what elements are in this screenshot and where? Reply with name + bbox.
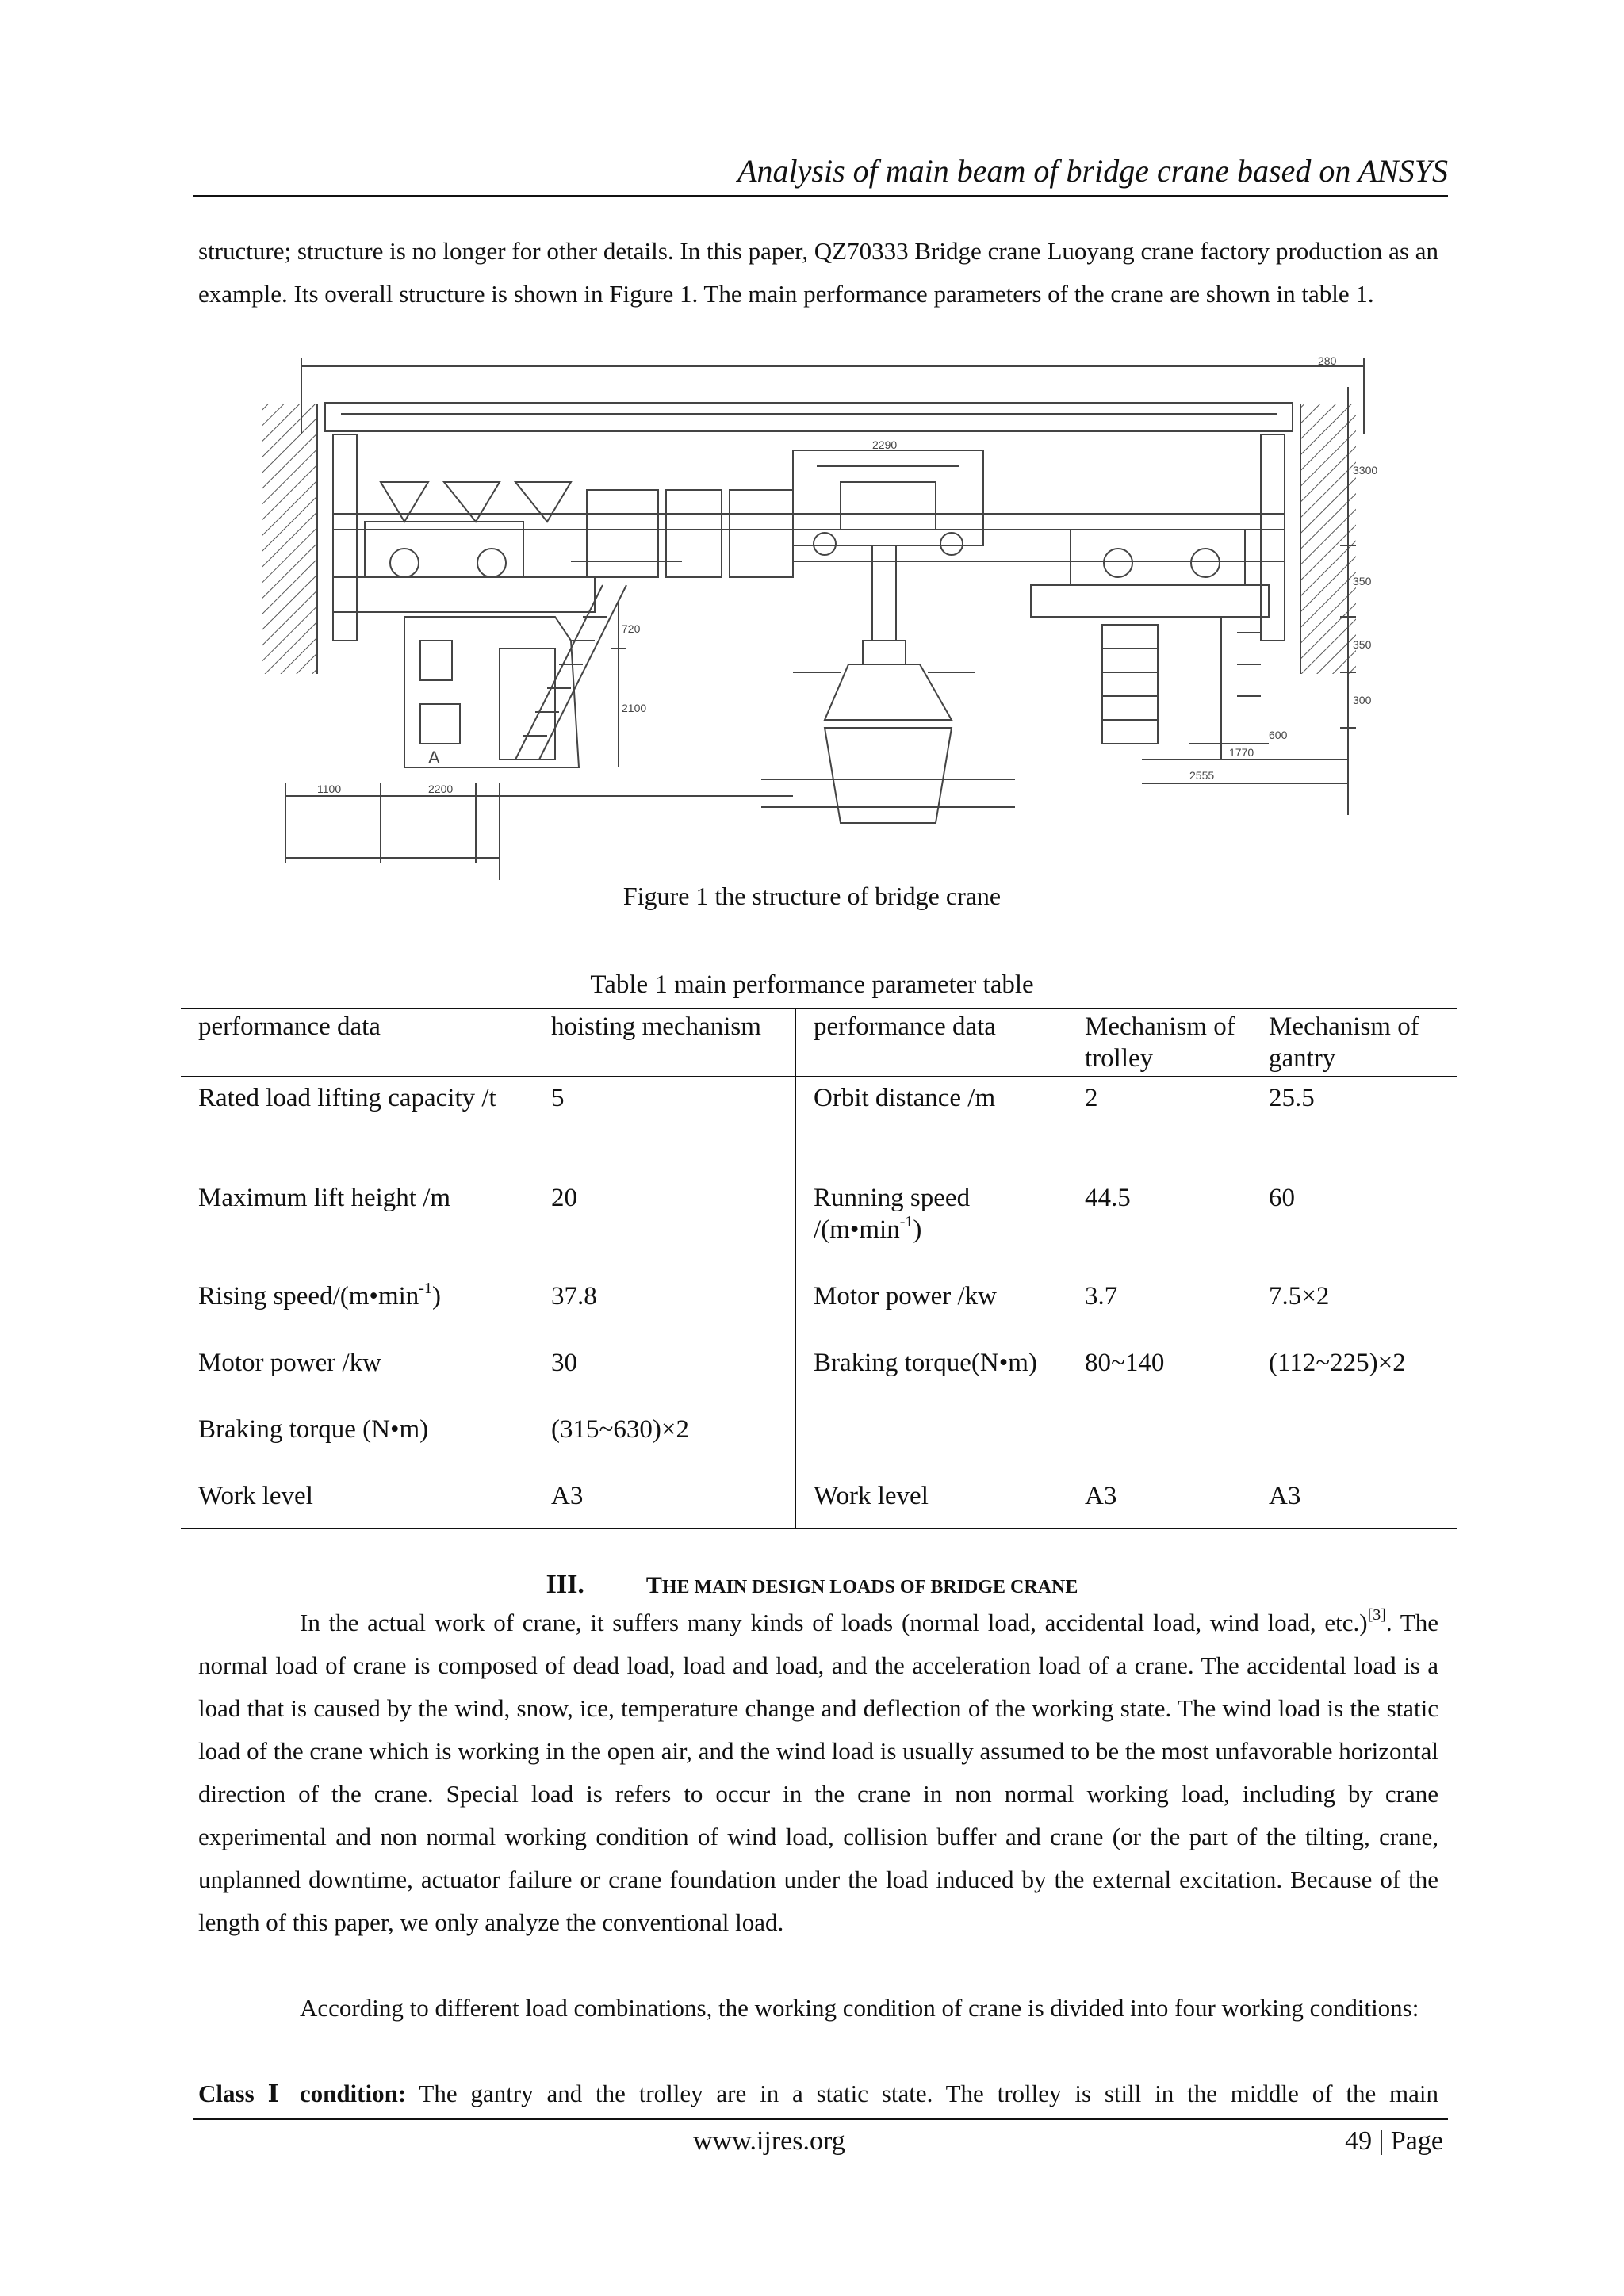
header-cell: Mechanism of trolley (1067, 1008, 1251, 1077)
table-caption: Table 1 main performance parameter table (590, 970, 1034, 999)
citation: [3] (1367, 1606, 1386, 1624)
table-cell: 80~140 (1085, 1349, 1165, 1377)
section-number: III. (546, 1570, 584, 1599)
cab-label: A (428, 748, 440, 767)
table-cell: 60 (1269, 1184, 1295, 1212)
dim-300: 300 (1353, 694, 1372, 706)
body-paragraph-3 (198, 2072, 1438, 2115)
para-text: The gantry and the trolley are in a static state. The trolley is still in the middle of the main (406, 2080, 1438, 2107)
section-title: HE MAIN DESIGN LOADS OF BRIDGE CRANE (661, 1577, 1078, 1598)
header-cell: Mechanism of gantry (1251, 1008, 1457, 1077)
table-cell: Braking torque(N•m) (795, 1342, 1067, 1475)
crane-figure (238, 355, 1411, 880)
header-cell: performance data (795, 1008, 1067, 1077)
dim-2290: 2290 (872, 438, 898, 451)
table-cell: Work level (795, 1475, 1067, 1529)
table-cell: 25.5 (1269, 1084, 1315, 1112)
table-cell: (315~630)×2 (551, 1415, 689, 1444)
table-cell: 20 (551, 1184, 577, 1212)
table-cell: Motor power /kw (198, 1349, 381, 1377)
cell-text: ) (913, 1215, 922, 1244)
para-text: . The normal load of crane is composed of dead load, load and load, and the acceleration load of a crane. The accidental load is a load that is caused by the wind, snow, ice, temperature change and deflection of the working state. The wind load is the static load of the crane which is working in the open air, and the wind load is usually assumed to be the most unfavorable horizontal direction of the crane. Special load is refers to occur in the crane in non normal working load, including by crane experimental and non normal working condition of wind load, collision buffer and crane (or the part of the tilting, crane, unplanned downtime, actuator failure or crane foundation under the load induced by the external excitation. Because of the length of this paper, we only analyze the conventional load. (198, 1609, 1438, 1936)
table-cell: Braking torque (N•m) (198, 1415, 429, 1444)
table-cell (795, 1177, 1067, 1276)
table-cell: 37.8 (551, 1282, 597, 1311)
table-cell: Work level (181, 1475, 534, 1529)
table-row (181, 1077, 1457, 1177)
table-header-row (181, 1008, 1457, 1077)
superscript: -1 (899, 1213, 914, 1230)
table-cell: (112~225)×2 (1269, 1349, 1406, 1377)
table-cell: 7.5×2 (1269, 1282, 1330, 1311)
table-cell: A3 (1067, 1475, 1251, 1529)
table-cell: A3 (534, 1475, 795, 1529)
table-cell: Maximum lift height /m (198, 1184, 451, 1212)
table-row (181, 1177, 1457, 1276)
table-cell: Rated load lifting capacity /t (198, 1084, 496, 1112)
table-row (181, 1276, 1457, 1342)
dim-2555: 2555 (1189, 769, 1215, 782)
para-text: In the actual work of crane, it suffers many kinds of loads (normal load, accidental load, wind load, etc.) (300, 1609, 1368, 1636)
table-row (181, 1342, 1457, 1409)
cell-text: Running speed /(m•min (814, 1184, 971, 1244)
table-cell: 2 (1085, 1084, 1098, 1112)
table-cell: Motor power /kw (795, 1276, 1067, 1342)
header-cell: hoisting mechanism (534, 1008, 795, 1077)
table-cell: 30 (551, 1349, 577, 1377)
footer-page-number: 49 | Page (1345, 2126, 1443, 2156)
cell-text: ) (431, 1282, 441, 1311)
left-wall-hatch (262, 404, 317, 674)
dim-280: 280 (1318, 355, 1337, 367)
body-paragraph-2: According to different load combinations, the working condition of crane is divided into four working conditions: (300, 1994, 1419, 2022)
dim-1100: 1100 (317, 783, 342, 795)
dim-350-b: 350 (1353, 638, 1372, 651)
section-heading (0, 1570, 1624, 1600)
table-cell: Orbit distance /m (795, 1077, 1067, 1177)
dim-2200: 2200 (428, 783, 454, 795)
dim-720: 720 (622, 622, 641, 635)
table-cell: 44.5 (1085, 1184, 1131, 1212)
table-cell: 3.7 (1085, 1282, 1118, 1311)
condition-label: Class Ⅰ condition: (198, 2080, 407, 2107)
table-cell: 5 (551, 1084, 565, 1112)
bridge-crane-drawing (238, 355, 1411, 880)
body-paragraph-1 (198, 1601, 1438, 1944)
table-row (181, 1475, 1457, 1529)
header-cell: performance data (181, 1008, 534, 1077)
section-title-initial: T (645, 1572, 662, 1598)
dim-2100: 2100 (622, 702, 647, 714)
dim-600: 600 (1269, 729, 1288, 741)
cell-text: Rising speed/(m•min (198, 1282, 419, 1311)
footer-url: www.ijres.org (693, 2126, 845, 2156)
superscript: -1 (419, 1280, 432, 1297)
table-cell: A3 (1251, 1475, 1457, 1529)
figure-caption: Figure 1 the structure of bridge crane (622, 882, 1002, 910)
table-cell (181, 1276, 534, 1342)
dim-350-a: 350 (1353, 575, 1372, 587)
footer-rule (193, 2118, 1448, 2120)
header-rule (193, 195, 1448, 197)
performance-table (181, 1008, 1457, 1529)
dim-3300: 3300 (1353, 464, 1378, 476)
dim-1770: 1770 (1229, 746, 1254, 759)
intro-paragraph: structure; structure is no longer for other details. In this paper, QZ70333 Bridge crane Luoyang crane factory production as an example. Its overall structure is shown in Figure 1. The main performance parameters of the crane are shown in table 1. (198, 237, 1438, 308)
running-header-title: Analysis of main beam of bridge crane based on ANSYS (737, 153, 1448, 189)
